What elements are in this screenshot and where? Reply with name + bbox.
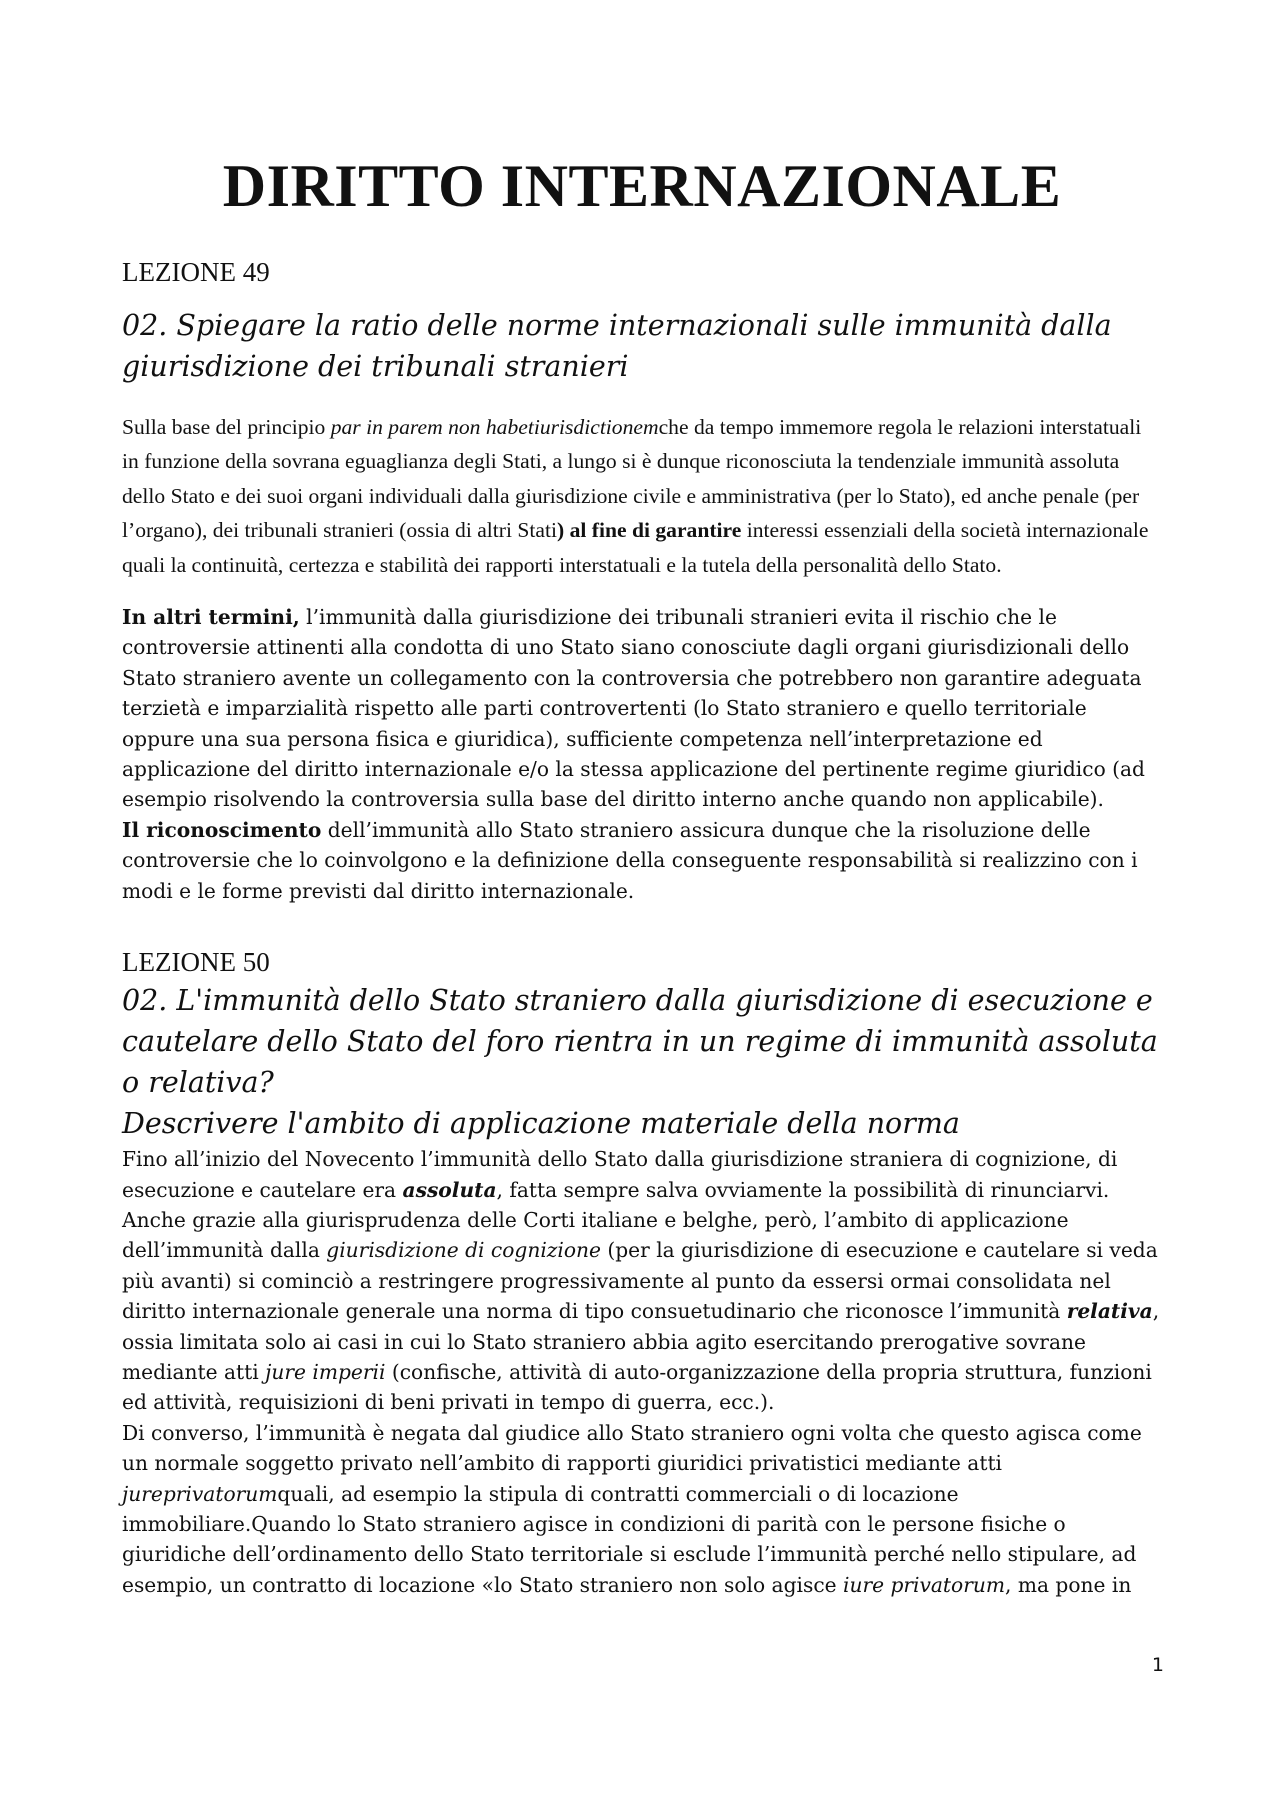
bold-italic-phrase: relativa — [1066, 1299, 1153, 1324]
document-title: DIRITTO INTERNAZIONALE — [222, 153, 1062, 219]
latin-phrase: jure imperii — [265, 1359, 386, 1384]
text-run: , ossia limitata solo ai casi in cui lo Stato straniero abbia agito esercitando prerogative sovrane mediante atti — [122, 1299, 1160, 1384]
lesson-50-subquestion: Descrivere l'ambito di applicazione materiale della norma — [122, 1107, 960, 1141]
text-run: l’immunità dalla giurisdizione dei tribunali stranieri evita il rischio che le controversie attinenti alla condotta di uno Stato siano conosciute dagli organi giurisdizionali dello Stato straniero avente un collegamento con la controversia che potrebbero non garantire adeguata terzietà e imparzialità rispetto alle parti controvertenti (lo Stato straniero e quello territoriale oppure una sua persona fisica e giuridica), sufficiente competenza nell’interpretazione ed applicazione del diritto internazionale e/o la stessa applicazione del pertinente regime giuridico (ad esempio risolvendo la controversia sulla base del diritto interno anche quando non applicabile). — [122, 605, 1145, 812]
bold-phrase: In altri termini, — [122, 605, 300, 630]
text-run: interessi essenziali della società internazionale quali la continuità, certezza e stabilità dei rapporti interstatuali e la tutela della personalità dello Stato. — [122, 518, 1149, 577]
lesson-49-question: 02. Spiegare la ratio delle norme internazionali sulle immunità dalla giurisdizione dei tribunali stranieri — [122, 309, 1112, 383]
lesson-49-paragraph-3 — [122, 815, 1162, 906]
italic-phrase: giurisdizione di cognizione — [326, 1238, 601, 1263]
bold-phrase: ) al fine di garantire — [556, 518, 742, 543]
text-run: che da tempo immemore regola le relazioni interstatuali in funzione della sovrana eguaglianza degli Stati, a lungo si è dunque riconosciuta la tendenziale immunità assoluta dello Stato e dei suoi organi individuali dalla giurisdizione civile e amministrativa (per lo Stato), ed anche penale (per l’organo), dei tribunali stranieri (ossia di altri Stati — [122, 415, 1142, 543]
lesson-50-heading: LEZIONE 50 — [122, 947, 270, 978]
lesson-49-heading: LEZIONE 49 — [122, 257, 270, 287]
latin-phrase: jureprivatorum — [122, 1481, 278, 1506]
page-number: 1 — [1151, 1654, 1164, 1676]
text-run: Fino all’inizio del Novecento l’immunità dello Stato dalla giurisdizione straniera di cognizione, di esecuzione e cautelare era — [122, 1147, 1118, 1202]
text-run: , fatta sempre salva ovviamente la possibilità di rinunciarvi. Anche grazie alla giurisprudenza delle Corti italiane e belghe, però, l’ambito di applicazione dell’immunità dalla — [122, 1177, 1110, 1263]
bold-phrase: Il riconoscimento — [122, 817, 322, 842]
lesson-50-paragraph-1 — [122, 1144, 1162, 1418]
text-run: dell’immunità allo Stato straniero assicura dunque che la risoluzione delle controversie che lo coinvolgono e la definizione della conseguente responsabilità si realizzino con i modi e le forme previsti dal diritto internazionale. — [122, 817, 1138, 903]
bold-italic-phrase: assoluta — [402, 1177, 497, 1202]
text-run: (confische, attività di auto-organizzazione della propria struttura, funzioni ed attività, requisizioni di beni privati in tempo di guerra, ecc.). — [122, 1359, 1152, 1415]
text-run: , ma pone in — [1005, 1572, 1132, 1597]
latin-phrase: par in parem non habetiurisdictionem — [330, 415, 659, 439]
lesson-50-question: 02. L'immunità dello Stato straniero dalla giurisdizione di esecuzione e cautelare dello Stato del foro rientra in un regime di immunità assoluta o relativa? — [122, 984, 1158, 1100]
text-run: (per la giurisdizione di esecuzione e cautelare si veda più avanti) si cominciò a restringere progressivamente al punto da essersi ormai consolidata nel diritto internazionale generale una norma di tipo consuetudinario che riconosce l’immunità — [122, 1238, 1158, 1324]
text-run: Di converso, l’immunità è negata dal giudice allo Stato straniero ogni volta che questo agisca come un normale soggetto privato nell’ambito di rapporti giuridici privatistici mediante atti — [122, 1420, 1142, 1476]
text-run: quali, ad esempio la stipula di contratti commerciali o di locazione immobiliare.Quando lo Stato straniero agisce in condizioni di parità con le persone fisiche o giuridiche dell’ordinamento dello Stato territoriale si esclude l’immunità perché nello stipulare, ad esempio, un contratto di locazione «lo Stato straniero non solo agisce — [122, 1481, 1137, 1597]
latin-phrase: iure privatorum — [842, 1572, 1005, 1597]
text-run: Sulla base del principio — [122, 415, 331, 439]
lesson-49-paragraph-1 — [122, 410, 1162, 582]
page-content — [122, 150, 1162, 1600]
lesson-50-paragraph-2 — [122, 1418, 1162, 1600]
lesson-49-paragraph-2 — [122, 602, 1162, 815]
